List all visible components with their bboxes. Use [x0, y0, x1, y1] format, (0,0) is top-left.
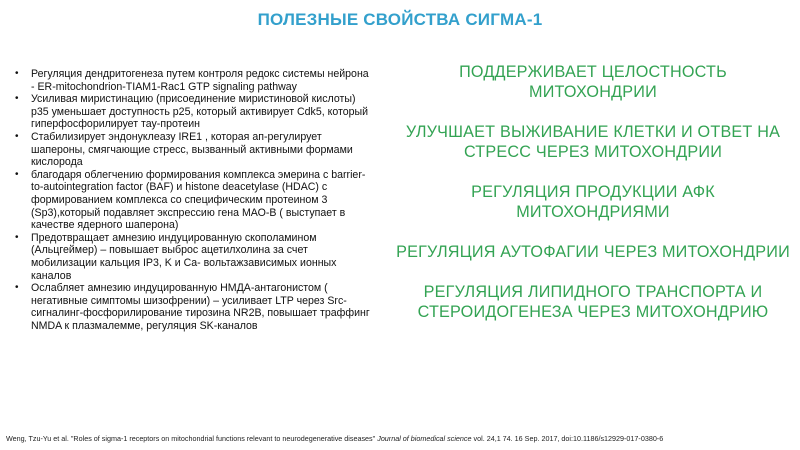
bullet-item — [14, 169, 374, 232]
bullet-icon: • — [15, 68, 19, 79]
slide-title: ПОЛЕЗНЫЕ СВОЙСТВА СИГМА-1 — [257, 10, 543, 29]
bullet-icon: • — [15, 130, 19, 142]
statement: ПОДДЕРЖИВАЕТ ЦЕЛОСТНОСТЬ МИТОХОНДРИИ — [459, 63, 727, 101]
key-statements — [393, 62, 793, 342]
bullet-icon: • — [15, 93, 19, 105]
bullet-icon: • — [15, 231, 19, 243]
bullet-text: Регуляция дендритогенеза путем контроля редокс системы нейрона - ER-mitochondrion-TIAM1-Rac1 GTP signaling pathway — [31, 68, 369, 93]
statement: РЕГУЛЯЦИЯ АУТОФАГИИ ЧЕРЕЗ МИТОХОНДРИИ — [396, 243, 790, 261]
bullet-text: Стабилизирует эндонуклеазу IRE1 , которая ап-регулирует шапероны, смягчающие стресс, вызванный активными формами кислорода — [31, 130, 353, 169]
bullet-text: Ослабляет амнезию индуцированную НМДА-антагонистом ( негативные симптомы шизофрении) – усиливает LTP через Src-сигналинг-фосфорилирование тирозина NR2B, повышает траффинг NMDA к плазмалемме, регуляция SK-каналов — [31, 282, 370, 332]
citation-authors-title: Weng, Tzu-Yu et al. "Roles of sigma-1 receptors on mitochondrial functions relevant to neurodegenerative diseases" — [6, 434, 376, 443]
bullet-icon: • — [15, 282, 19, 294]
bullet-item — [14, 131, 374, 169]
bullet-text: Усиливая миристинацию (присоединение миристиновой кислоты) p35 уменьшает доступность p25, который активирует Cdk5, который гиперфосфорилирует тау-протеин — [31, 93, 369, 131]
citation-details: vol. 24,1 74. 16 Sep. 2017, doi:10.1186/s12929-017-0380-6 — [473, 434, 664, 443]
citation — [6, 434, 796, 443]
bullet-item — [14, 232, 374, 282]
statement: РЕГУЛЯЦИЯ ЛИПИДНОГО ТРАНСПОРТА И СТЕРОИДОГЕНЕЗА ЧЕРЕЗ МИТОХОНДРИЮ — [417, 283, 769, 321]
statement: РЕГУЛЯЦИЯ ПРОДУКЦИИ АФК МИТОХОНДРИЯМИ — [471, 183, 715, 221]
bullet-item — [14, 93, 374, 131]
bullet-item — [14, 282, 374, 332]
bullet-item — [14, 68, 374, 93]
bullet-icon: • — [15, 168, 19, 180]
citation-journal: Journal of biomedical science — [377, 434, 472, 443]
bullet-list — [14, 68, 374, 332]
bullet-text: благодаря облегчению формирования комплекса эмерина с barrier-to-autointegration factor (BAF) и histone deacetylase (HDAC) с формированием комплекса со специфическим протеином 3 (Sp3),который подавляет экспрессию гена МАО-B ( выступает в качестве ядерного шаперона) — [31, 168, 366, 232]
bullet-text: Предотвращает амнезию индуцированную скополамином (Альцгеймер) – повышает выброс ацетилхолина за счет мобилизации кальция IP3, K и Ca- вольтажзависимых ионных каналов — [31, 231, 337, 282]
statement: УЛУЧШАЕТ ВЫЖИВАНИЕ КЛЕТКИ И ОТВЕТ НА СТРЕСС ЧЕРЕЗ МИТОХОНДРИИ — [405, 123, 781, 161]
